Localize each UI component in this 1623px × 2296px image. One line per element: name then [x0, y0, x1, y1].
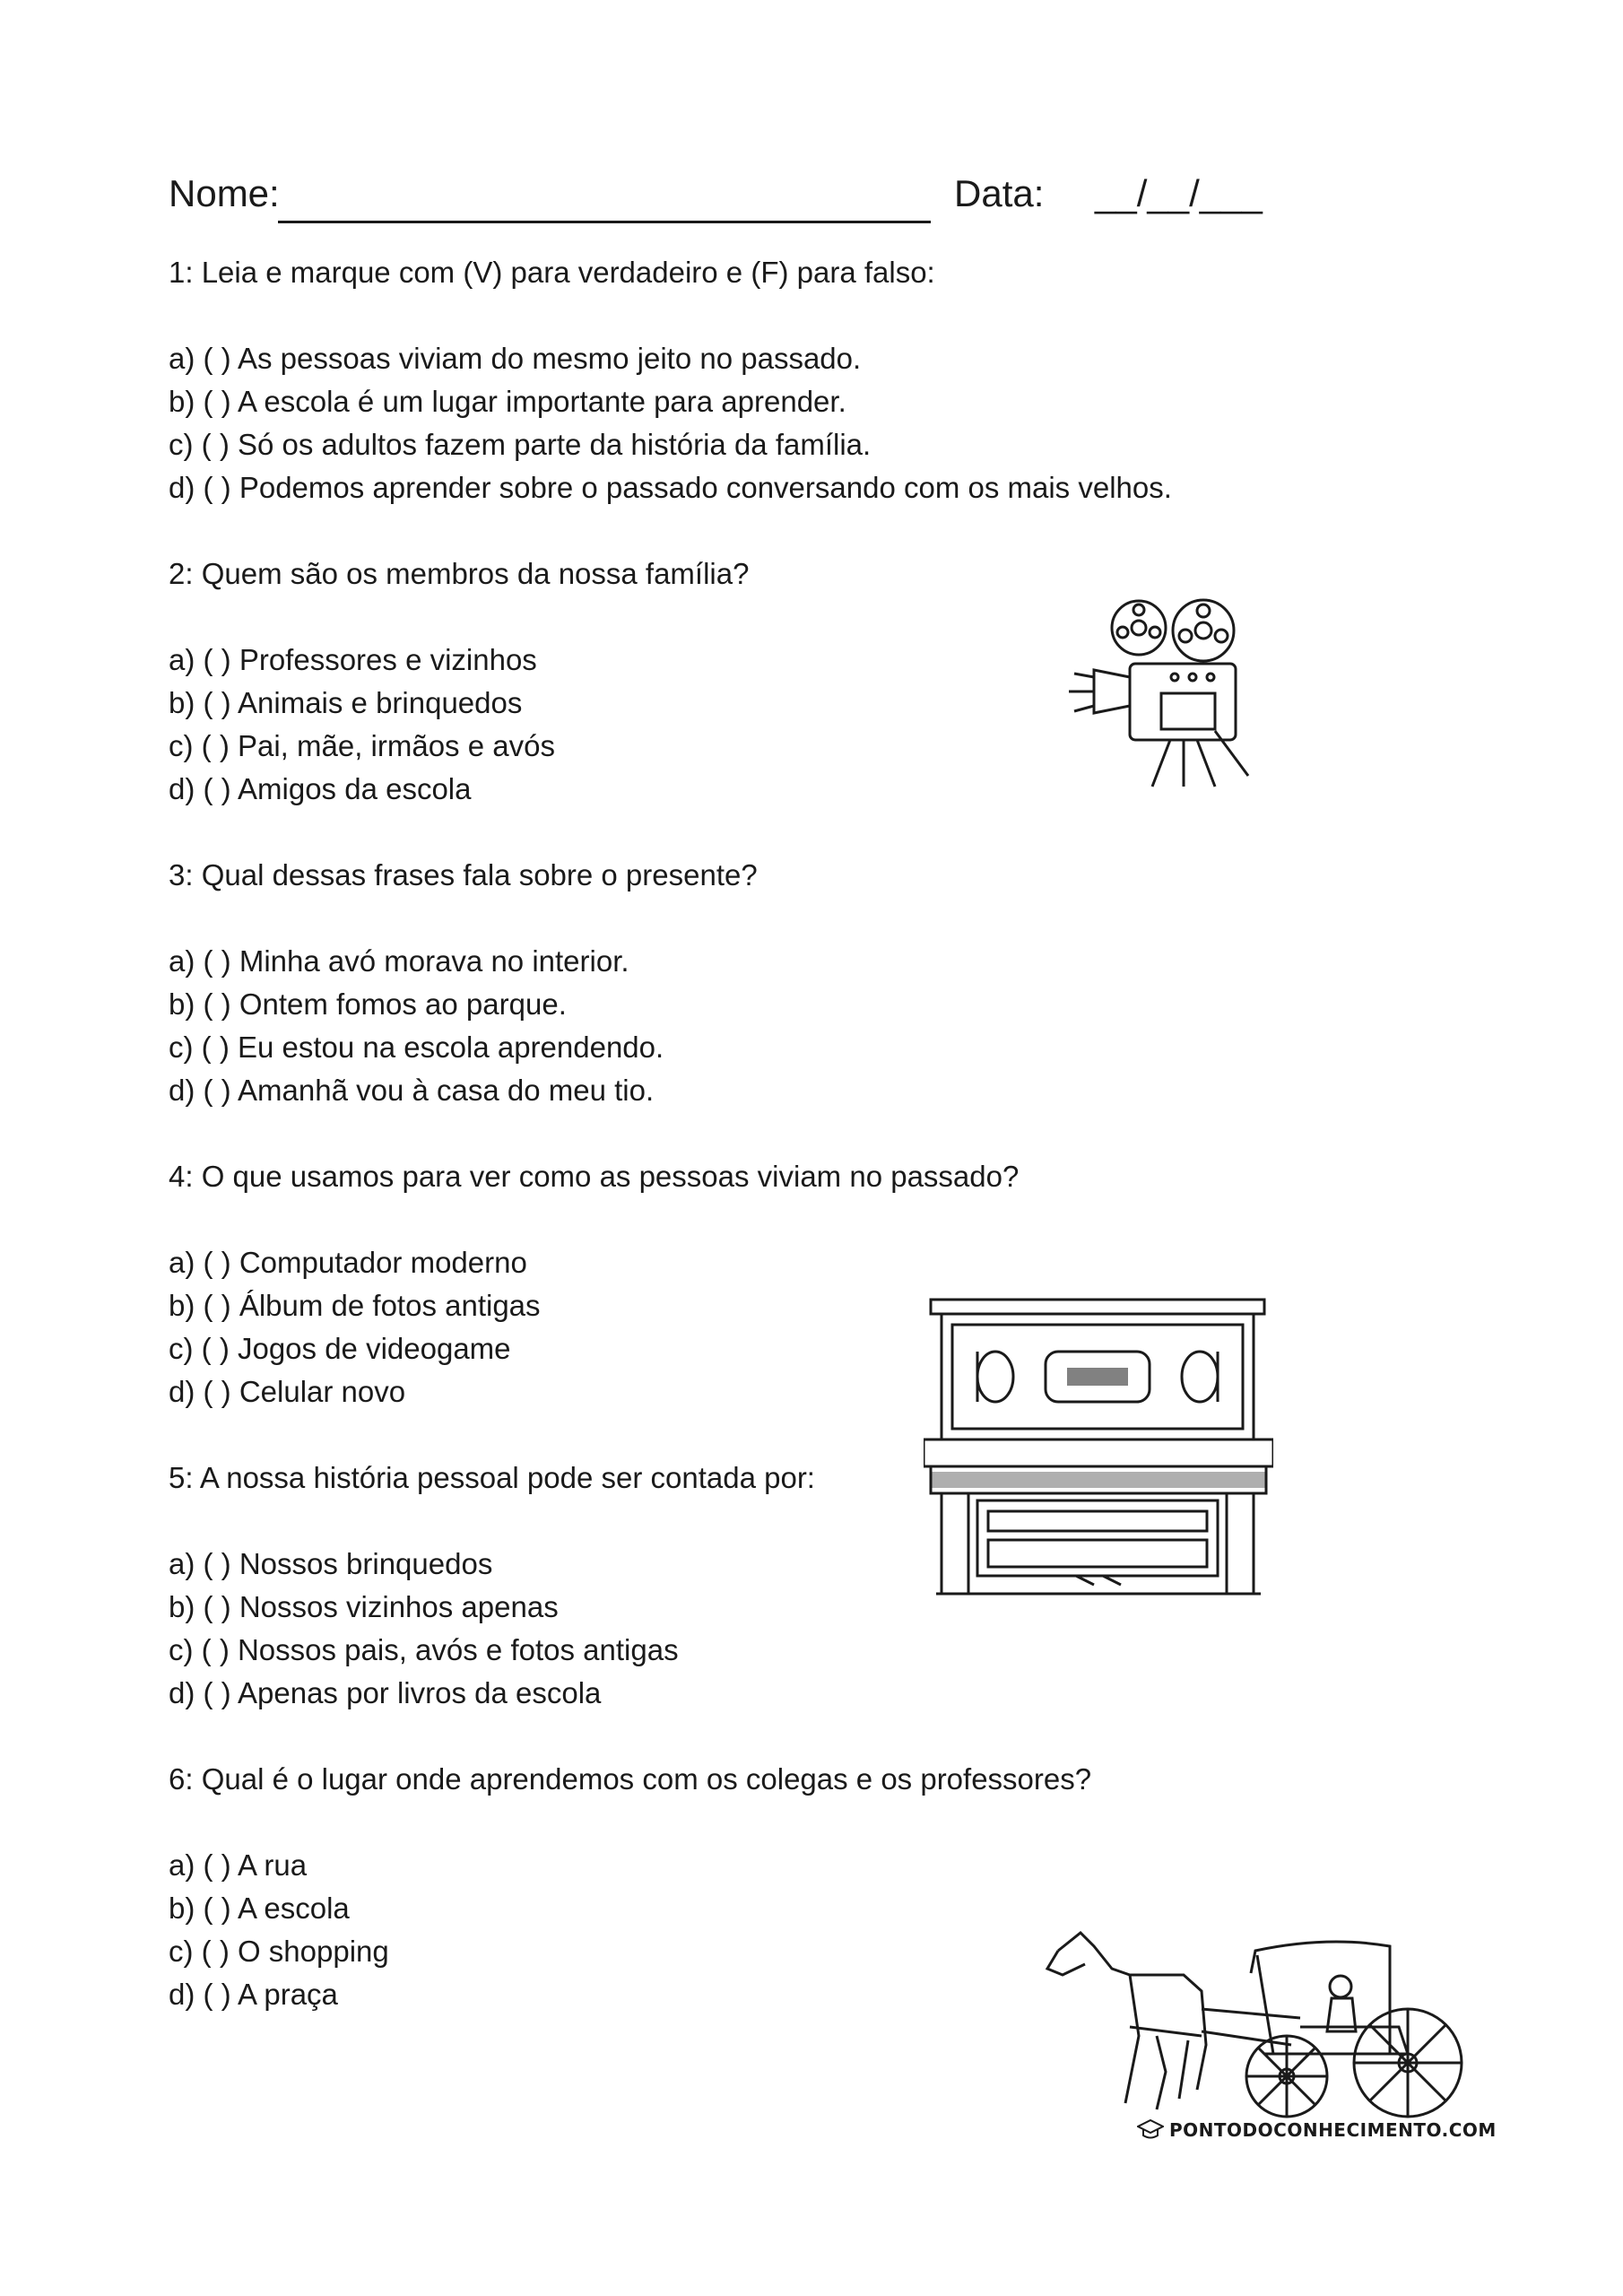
- question-block: [169, 552, 1172, 854]
- option-4c: c) ( ) Jogos de videogame: [169, 1332, 511, 1365]
- question-list: [169, 251, 1172, 2016]
- option-3d: d) ( ) Amanhã vou à casa do meu tio.: [169, 1074, 655, 1107]
- option-6d: d) ( ) A praça: [169, 1978, 338, 2011]
- question-4: 4: O que usamos para ver como as pessoas viviam no passado?: [169, 1160, 1020, 1193]
- brand-logo: [1137, 2118, 1497, 2142]
- option-1b: b) ( ) A escola é um lugar importante para aprender.: [169, 385, 846, 418]
- option-2d: d) ( ) Amigos da escola: [169, 772, 472, 805]
- option-6c: c) ( ) O shopping: [169, 1935, 389, 1968]
- question-block: [169, 1758, 1172, 2016]
- option-5b: b) ( ) Nossos vizinhos apenas: [169, 1590, 559, 1623]
- option-5c: c) ( ) Nossos pais, avós e fotos antigas: [169, 1633, 679, 1666]
- option-1d: d) ( ) Podemos aprender sobre o passado conversando com os mais velhos.: [169, 471, 1172, 504]
- option-4d: d) ( ) Celular novo: [169, 1375, 406, 1408]
- question-block: [169, 251, 1172, 552]
- question-2: 2: Quem são os membros da nossa família?: [169, 557, 750, 590]
- option-5d: d) ( ) Apenas por livros da escola: [169, 1676, 602, 1709]
- film-projector-icon: [1049, 587, 1255, 794]
- date-label: Data:: [954, 172, 1045, 214]
- option-6b: b) ( ) A escola: [169, 1892, 350, 1925]
- question-3: 3: Qual dessas frases fala sobre o presente?: [169, 858, 758, 891]
- option-2a: a) ( ) Professores e vizinhos: [169, 643, 537, 676]
- question-block: [169, 854, 1172, 1155]
- option-2c: c) ( ) Pai, mãe, irmãos e avós: [169, 729, 555, 762]
- graduation-cap-icon: [1137, 2118, 1164, 2142]
- date-blanks: __/__/___: [1095, 172, 1263, 214]
- horse-carriage-icon: [1031, 1919, 1471, 2121]
- question-6: 6: Qual é o lugar onde aprendemos com os colegas e os professores?: [169, 1762, 1092, 1796]
- brand-text: PONTODOCONHECIMENTO.COM: [1169, 2119, 1497, 2141]
- option-6a: a) ( ) A rua: [169, 1848, 308, 1882]
- option-4a: a) ( ) Computador moderno: [169, 1246, 527, 1279]
- option-4b: b) ( ) Álbum de fotos antigas: [169, 1289, 541, 1322]
- option-3b: b) ( ) Ontem fomos ao parque.: [169, 987, 567, 1021]
- name-label: Nome:: [169, 172, 280, 214]
- question-1: 1: Leia e marque com (V) para verdadeiro e (F) para falso:: [169, 256, 935, 289]
- option-1c: c) ( ) Só os adultos fazem parte da história da família.: [169, 428, 872, 461]
- option-3c: c) ( ) Eu estou na escola aprendendo.: [169, 1031, 664, 1064]
- option-5a: a) ( ) Nossos brinquedos: [169, 1547, 493, 1580]
- option-2b: b) ( ) Animais e brinquedos: [169, 686, 523, 719]
- option-3a: a) ( ) Minha avó morava no interior.: [169, 944, 629, 978]
- name-line: [278, 221, 931, 223]
- question-5: 5: A nossa história pessoal pode ser contada por:: [169, 1461, 815, 1494]
- option-1a: a) ( ) As pessoas viviam do mesmo jeito no passado.: [169, 342, 862, 375]
- piano-icon: [924, 1296, 1273, 1605]
